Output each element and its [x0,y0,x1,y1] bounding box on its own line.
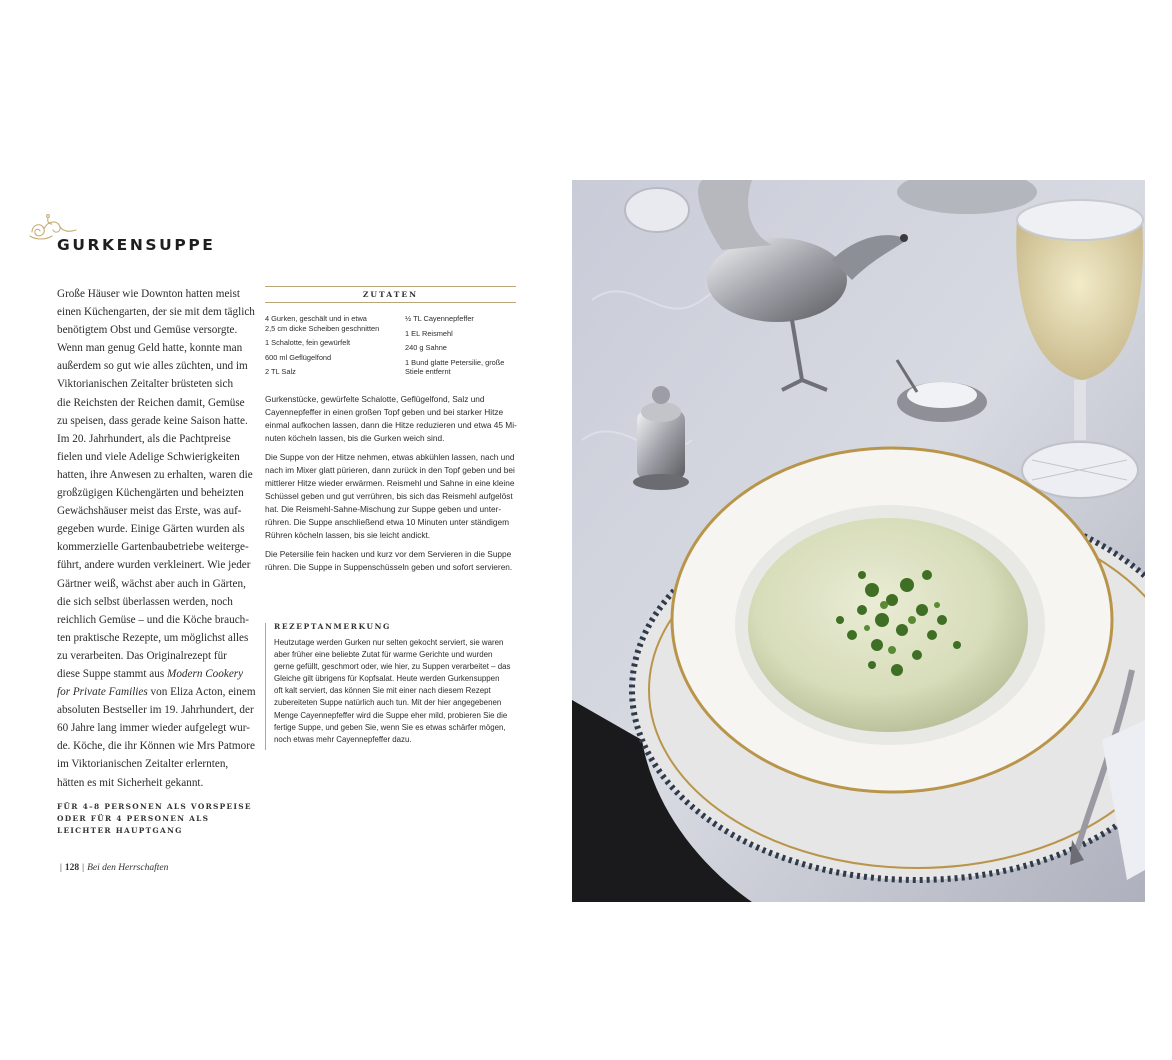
method-step [265,548,517,574]
footer-separator: | [82,863,85,873]
note-line: oft kalt serviert, das können Sie mit einer nach diesem Rezept [274,686,491,696]
intro-line: großzügigen Küchengärten und beheizten [57,487,244,500]
note-line: aber früher eine beliebte Zutat für warme Gerichte und wurden [274,650,493,660]
ingredient-line: Stiele entfernt [405,367,451,377]
ingredients-column-right [405,314,520,382]
intro-line: einen Küchengarten, der sie mit dem täglich [57,306,255,319]
ingredient-line: 2 TL Salz [265,367,296,377]
method-line: Rühren köcheln lassen, bis sie leicht andickt. [265,529,431,540]
method-line: rühren. Die Suppe anschließend etwa 10 Minuten unter ständigem [265,516,509,527]
intro-line: kommerzielle Gartenbaubetriebe weiterge- [57,541,249,554]
method-line: einmal aufkochen lassen, dann die Hitze reduzieren und etwa 45 Mi- [265,419,517,430]
intro-line: fielen und viele Adelige Schwierigkeiten [57,450,240,463]
ingredients-rule [265,302,516,303]
method-step [265,451,517,541]
servings-note [57,801,257,837]
ingredient-line: ½ TL Cayennepfeffer [405,314,474,323]
servings-line: FÜR 4–8 PERSONEN ALS VORSPEISE [57,802,252,811]
ingredient-line: 1 Bund glatte Petersilie, große [405,357,505,367]
method-line: mittlerer Hitze wieder erwärmen. Reismehl und Sahne in eine kleine [265,478,515,489]
footer-separator: | [60,863,62,873]
intro-line: reichlich Gemüse – und die Köche brauch- [57,613,249,626]
book-title: Bei den Herrschaften [87,863,169,873]
intro-line: Gewächshäuser meist das Erste, was auf- [57,505,242,518]
intro-text-segment: von Eliza Acton, einem [147,686,256,699]
ingredient-item [265,367,395,377]
method-line: Die Petersilie fein hacken und kurz vor dem Servieren in die Suppe [265,549,512,560]
intro-line: Gärtner weiß, wächst aber auch in Gärten, [57,577,246,590]
intro-line: absoluten Bestseller im 19. Jahrhundert, der [57,704,254,717]
method-line: nach im Mixer glatt pürieren, dann zurück in den Topf geben und bei [265,465,515,476]
cited-book-title: Modern Cookery [167,667,244,680]
intro-line: hätten es mit Sicherheit gekannt. [57,776,204,789]
intro-line: Im 20. Jahrhundert, als die Pachtpreise [57,432,231,445]
ingredient-line: 240 g Sahne [405,343,447,352]
intro-line: hatten, ihre Anwesen zu erhalten, waren die [57,468,253,481]
method-line: Gurkenstücke, gewürfelte Schalotte, Geflügelfond, Salz und [265,394,485,404]
ingredient-line: 1 Schalotte, fein gewürfelt [265,338,351,348]
intro-line [57,683,256,701]
recipe-title: GURKENSUPPE [57,236,216,254]
intro-line: die Reichsten der Reichen damit, Gemüse [57,396,245,409]
note-line: Gleiche gilt übrigens für Kopfsalat. Heute werden Gurkensuppen [274,674,500,684]
ingredient-line: 4 Gurken, geschält und in etwa [265,314,367,323]
ingredient-item [405,314,520,324]
method-line: Schüssel geben und gut verrühren, bis sich das Reismehl aufgelöst [265,490,513,501]
intro-line [57,665,242,683]
intro-line: gegeben wurde. Einige Gärten wurden als [57,523,245,536]
ingredients-rule-top [265,286,516,287]
intro-line: außerdem so gut wie alles züchten, und im [57,360,248,373]
intro-line: führt, andere wurden verkleinert. Wie jeder [57,559,251,572]
intro-line: im Viktorianischen Zeitalter erlernten, [57,758,229,771]
method-line: Cayennepfeffer in einen großen Topf geben und bei starker Hitze [265,406,504,417]
intro-text-segment: diese Suppe stammt aus [57,667,167,680]
method-step [265,393,517,445]
intro-line: die sich selbst überlassen werden, noch [57,595,233,608]
ingredients-column-left [265,314,395,382]
note-line: noch etwas mehr Cayennepfeffer dazu. [274,734,412,744]
ingredient-item [265,314,395,334]
intro-line: ten praktische Rezepte, um möglichst alles [57,631,249,644]
method-line: nuten köcheln lassen, bis die Gurken weich sind. [265,432,445,443]
note-line: zubereiteten Suppe natürlich auch tun. Mit der hier angegebenen [274,698,502,708]
servings-line: LEICHTER HAUPTGANG [57,826,183,835]
cited-book-title: for Private Families [57,686,148,699]
method-steps [265,393,517,581]
soup-photo-illustration [572,180,1145,902]
intro-text [57,285,256,792]
ingredient-line: 600 ml Geflügelfond [265,352,332,362]
ingredient-line: 1 EL Reismehl [405,328,453,338]
intro-line: 60 Jahre lang immer wieder aufgelegt wur- [57,722,250,735]
method-line: rühren. Die Suppe in Suppenschüsseln geben und sofort servieren. [265,562,513,573]
note-heading: REZEPTANMERKUNG [274,622,392,631]
servings-line: ODER FÜR 4 PERSONEN ALS [57,814,210,823]
ingredient-line: 2,5 cm dicke Scheiben geschnitten [265,323,380,333]
page-footer [57,863,168,873]
ingredient-item [405,358,520,378]
ingredient-item [265,353,395,363]
note-line: fertige Suppe, und geben Sie, wenn Sie es etwas schärfer mögen, [274,722,506,732]
intro-line: Viktorianischen Zeitalter brüsteten sich [57,378,234,391]
intro-line: benötigtem Obst und Gemüse versorgte. [57,324,238,337]
note-line: Heutzutage werden Gurken nur selten gekocht serviert, sie waren [274,638,504,647]
page-number: 128 [64,863,80,873]
intro-line: de. Köche, die ihr Können wie Mrs Patmore [57,740,255,753]
intro-line: Große Häuser wie Downton hatten meist [57,288,240,300]
method-line: hat. Die Reismehl-Sahne-Mischung zur Suppe geben und unter- [265,503,502,514]
note-line: gerne gefüllt, geschmort oder, wie hier, zu Suppen verarbeitet – das [274,662,511,672]
ingredient-item [405,343,520,353]
ingredient-item [265,338,395,348]
intro-line: Wenn man genug Geld hatte, konnte man [57,342,243,355]
note-rule [265,623,266,750]
method-line: Die Suppe von der Hitze nehmen, etwas abkühlen lassen, nach und [265,452,515,463]
intro-line: zu speisen, dass gerade keine Saison hatte. [57,414,248,427]
ingredients-heading: ZUTATEN [362,290,419,299]
recipe-note [274,637,524,746]
soup-photo [572,180,1145,902]
note-line: Menge Cayennepfeffer wird die Suppe eher mild, probieren Sie die [274,710,508,720]
intro-line: zu verarbeiten. Das Originalrezept für [57,649,227,662]
ingredient-item [405,329,520,339]
